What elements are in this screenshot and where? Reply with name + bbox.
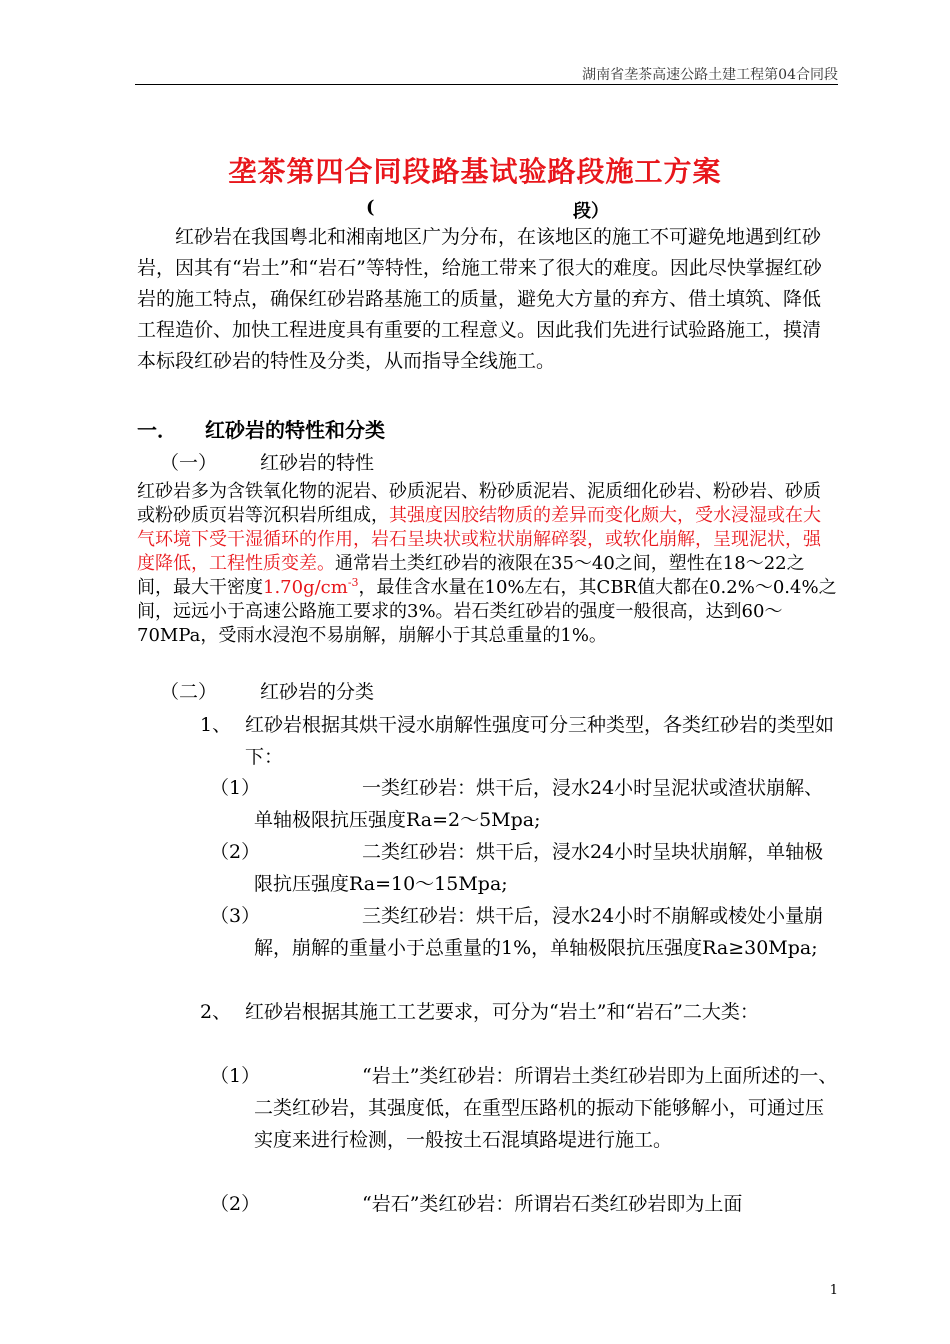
list-item-number: （1）: [210, 777, 261, 799]
list-item: [200, 709, 840, 773]
superscript: -3: [347, 576, 359, 589]
section-heading: [137, 414, 385, 443]
subsection-title: 红砂岩的特性: [260, 452, 375, 474]
list-item-text: 三类红砂岩：烘干后，浸水24小时不崩解或棱处小量崩解，崩解的重量小于总重量的1%，单轴极限抗压强度Ra≥30Mpa;: [254, 905, 824, 959]
list-item-text: 红砂岩根据其施工工艺要求，可分为“岩土”和“岩石”二大类：: [245, 1001, 759, 1023]
subsection-number: （一）: [160, 452, 218, 474]
text-run: ，最佳含水量在10%左右，其CBR值大都在0.2%～0.4%之间，远远小于高速公路施工要求的3%。岩石类红砂岩的强度一般很高，达到60～70MPa，受雨水浸泡不易崩解，崩解小于其总重量的1%。: [137, 577, 837, 646]
subsection-heading-2: [160, 677, 374, 704]
list-item: [210, 1060, 840, 1156]
highlighted-text: 其强度因胶结物质的差异而变化颇大，受水浸湿或在大气环境下受干湿循环的作用，岩石呈块状或粒状崩解碎裂，或软化崩解，呈现泥状，强度降低，工程性质变差。: [137, 505, 821, 574]
intro-paragraph: 红砂岩在我国粤北和湘南地区广为分布，在该地区的施工不可避免地遇到红砂岩，因其有“岩土”和“岩石”等特性，给施工带来了很大的难度。因此尽快掌握红砂岩的施工特点，确保红砂岩路基施工的质量，避免大方量的弃方、借土填筑、降低工程造价、加快工程进度具有重要的工程意义。因此我们先进行试验路施工，摸清本标段红砂岩的特性及分类，从而指导全线施工。: [137, 226, 822, 372]
highlighted-value: 1.70g/cm: [263, 577, 348, 598]
list-item-number: （2）: [210, 1193, 261, 1215]
page-number: 1: [829, 1283, 838, 1298]
subtitle-open: (: [366, 197, 375, 218]
list-item-number: （3）: [210, 905, 261, 927]
text-run: 通常岩土类红砂岩的液限在35～40之间，塑性在18～22之间，最大干密度: [137, 553, 805, 598]
subtitle-close: 段）: [573, 201, 609, 222]
list-item-number: （1）: [210, 1065, 261, 1087]
subsection-heading-1: [160, 448, 374, 475]
list-item-number: （2）: [210, 841, 261, 863]
list-item-text: “岩石”类红砂岩：所谓岩石类红砂岩即为上面: [362, 1193, 743, 1215]
list-item-text: 红砂岩根据其烘干浸水崩解性强度可分三种类型，各类红砂岩的类型如下：: [245, 714, 835, 768]
subsection-number: （二）: [160, 681, 218, 703]
list-item: [210, 836, 840, 900]
document-title: 垄茶第四合同段路基试验路段施工方案: [228, 155, 722, 188]
list-item-number: 1、: [200, 714, 232, 736]
list-item-text: “岩土”类红砂岩：所谓岩土类红砂岩即为上面所述的一、二类红砂岩，其强度低，在重型压路机的振动下能够解小，可通过压实度来进行检测，一般按土石混填路堤进行施工。: [254, 1065, 838, 1151]
list-item-text: 二类红砂岩：烘干后，浸水24小时呈块状崩解，单轴极限抗压强度Ra=10～15Mpa;: [254, 841, 824, 895]
list-item: [210, 900, 840, 964]
list-item: [210, 1188, 840, 1220]
section-title: 红砂岩的特性和分类: [205, 418, 385, 442]
subsection-title: 红砂岩的分类: [260, 681, 375, 703]
characteristics-paragraph: [137, 480, 837, 648]
list-item-text: 一类红砂岩：烘干后，浸水24小时呈泥状或渣状崩解、单轴极限抗压强度Ra=2～5Mpa;: [254, 777, 824, 831]
list-item: [200, 996, 840, 1028]
text-run: 红砂岩多为含铁氧化物的泥岩、砂质泥岩、粉砂质泥岩、泥质细化砂岩、粉砂岩、砂质或粉砂质页岩等沉积岩所组成，: [137, 481, 821, 526]
list-item: [210, 772, 840, 836]
running-header: 湖南省垄茶高速公路土建工程第04合同段: [582, 67, 838, 83]
section-number: 一．: [137, 418, 177, 442]
list-item-number: 2、: [200, 1001, 232, 1023]
header-rule: [135, 84, 838, 85]
